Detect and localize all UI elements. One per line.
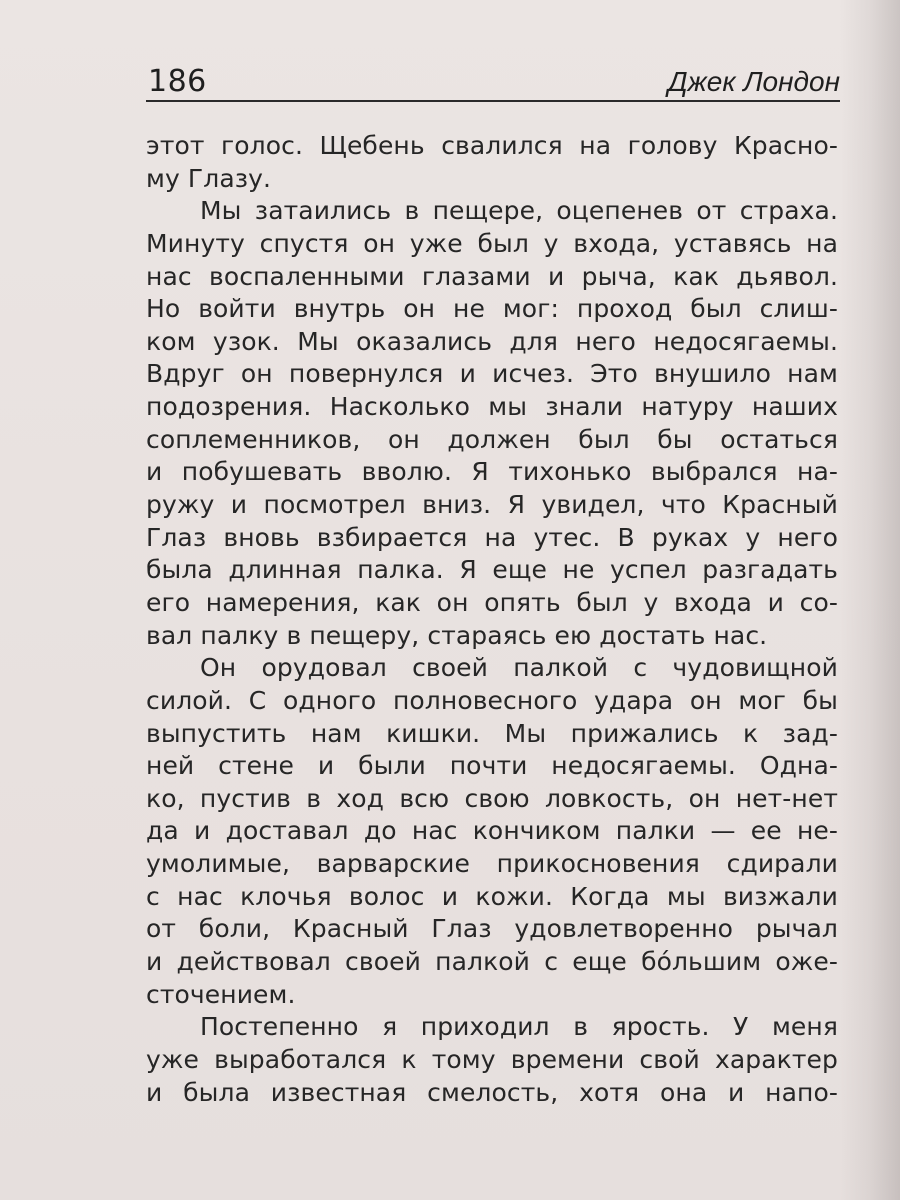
text-line: му Глазу. [146,163,272,193]
text-line: от боли, Красный Глаз удовлетворенно рычал [146,914,838,944]
text-line: была длинная палка. Я еще не успел разгадать [146,555,838,585]
text-line: да и доставал до нас кончиком палки — ее не- [146,816,838,846]
text-line: Мы затаились в пещере, оцепенев от страха. [200,196,838,226]
author-name: Джек Лондон [667,66,840,97]
text-line: ко, пустив в ход всю свою ловкость, он нет-нет [146,783,838,813]
text-line: сточением. [146,979,296,1009]
text-line: и побушевать вволю. Я тихонько выбрался на- [146,457,838,487]
text-line: и была известная смелость, хотя она и напо- [146,1077,838,1107]
text-line: Минуту спустя он уже был у входа, уставясь на [146,228,838,258]
text-line: ружу и посмотрел вниз. Я увидел, что Красный [146,490,838,520]
text-line: уже выработался к тому времени свой характер [146,1044,838,1074]
body-text [146,130,838,1109]
text-line: подозрения. Насколько мы знали натуру наших [146,392,838,422]
text-line: ней стене и были почти недосягаемы. Однa- [146,751,838,781]
text-line: Но войти внутрь он не мог: проход был слиш- [146,294,838,324]
text-line: выпустить нам кишки. Мы прижались к зад- [146,718,838,748]
page-number: 186 [148,64,207,99]
text-line: нас воспаленными глазами и рыча, как дьявол. [146,261,838,291]
text-line: вал палку в пещеру, стараясь ею достать нас. [146,620,768,650]
running-head [146,60,840,102]
text-line: Глаз вновь взбирается на утес. В руках у него [146,522,838,552]
text-line: ком узок. Мы оказались для него недосягаемы. [146,326,838,356]
text-line: Постепенно я приходил в ярость. У меня [200,1012,838,1042]
text-line: Он орудовал своей палкой с чудовищной [200,653,838,683]
text-line: и действовал своей палкой с еще бóльшим оже- [146,947,838,977]
text-line: умолимые, варварские прикосновения сдирали [146,849,838,879]
text-line: его намерения, как он опять был у входа и со- [146,587,838,617]
text-line: с нас клочья волос и кожи. Когда мы визжали [146,881,838,911]
text-line: Вдруг он повернулся и исчез. Это внушило нам [146,359,838,389]
text-line: соплеменников, он должен был бы остаться [146,424,838,454]
text-line: силой. С одного полновесного удара он мог бы [146,685,838,715]
text-line: этот голос. Щебень свалился на голову Красно- [146,131,838,160]
